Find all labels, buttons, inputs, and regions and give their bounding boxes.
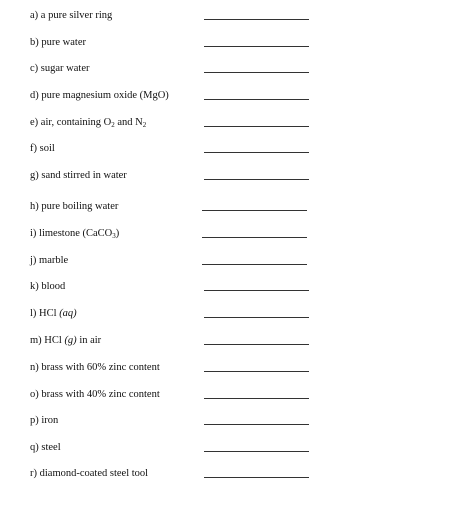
text: marble (39, 255, 69, 266)
text: steel (41, 442, 61, 453)
answer-blank-n[interactable] (204, 371, 309, 372)
text-part: and N (114, 117, 143, 128)
letter: j) (30, 255, 37, 266)
question-i (30, 227, 320, 243)
text: pure magnesium oxide (MgO) (41, 90, 169, 101)
answer-blank-e[interactable] (204, 126, 309, 127)
question-o (30, 388, 320, 404)
letter: o) (30, 389, 39, 400)
question-f (30, 142, 320, 158)
text: soil (39, 143, 55, 154)
text-part: HCl (39, 308, 60, 319)
letter: a) (30, 10, 39, 21)
answer-blank-o[interactable] (204, 398, 309, 399)
text: sand stirred in water (41, 170, 127, 181)
answer-blank-c[interactable] (204, 72, 309, 73)
question-e (30, 116, 320, 132)
answer-blank-k[interactable] (204, 290, 309, 291)
subscript: 2 (142, 121, 147, 129)
answer-blank-j[interactable] (202, 264, 307, 265)
question-c (30, 62, 320, 78)
subscript: 2 (111, 121, 115, 129)
text: pure water (41, 37, 86, 48)
answer-blank-m[interactable] (204, 344, 309, 345)
question-j (30, 254, 320, 270)
answer-blank-g[interactable] (204, 179, 309, 180)
question-n-label (30, 361, 160, 375)
letter: q) (30, 442, 39, 453)
question-o-label (30, 388, 160, 402)
question-m-label (30, 334, 101, 348)
answer-blank-i[interactable] (202, 237, 307, 238)
question-f-label (30, 142, 55, 156)
answer-blank-b[interactable] (204, 46, 309, 47)
question-l (30, 307, 320, 323)
answer-blank-p[interactable] (204, 424, 309, 425)
question-r (30, 467, 320, 483)
letter: f) (30, 143, 37, 154)
text: blood (41, 281, 66, 292)
question-d (30, 89, 320, 105)
question-r-label (30, 467, 148, 481)
letter: p) (30, 415, 39, 426)
question-k-label (30, 280, 65, 294)
letter: h) (30, 201, 39, 212)
answer-blank-q[interactable] (204, 451, 309, 452)
question-p-label (30, 414, 58, 428)
letter: e) (30, 117, 39, 128)
text: diamond-coated steel tool (39, 468, 149, 479)
question-q-label (30, 441, 61, 455)
question-g (30, 169, 320, 185)
letter: i) (30, 228, 37, 239)
text: a pure silver ring (40, 10, 113, 21)
answer-blank-h[interactable] (202, 210, 307, 211)
text-part: in air (76, 335, 102, 346)
question-d-label (30, 89, 169, 103)
question-i-label (30, 227, 119, 241)
text: brass with 60% zinc content (41, 362, 160, 373)
text: sugar water (40, 63, 90, 74)
question-c-label (30, 62, 89, 76)
text-part: HCl (44, 335, 65, 346)
answer-blank-f[interactable] (204, 152, 309, 153)
letter: m) (30, 335, 42, 346)
answer-blank-l[interactable] (204, 317, 309, 318)
question-a (30, 9, 320, 25)
question-k (30, 280, 320, 296)
answer-blank-r[interactable] (204, 477, 309, 478)
question-e-label (30, 116, 146, 130)
question-h (30, 200, 320, 216)
question-m (30, 334, 320, 350)
question-g-label (30, 169, 127, 183)
letter: n) (30, 362, 39, 373)
text: pure boiling water (41, 201, 119, 212)
answer-blank-d[interactable] (204, 99, 309, 100)
letter: l) (30, 308, 37, 319)
question-n (30, 361, 320, 377)
question-j-label (30, 254, 68, 268)
question-l-label (30, 307, 77, 321)
question-b-label (30, 36, 86, 50)
state-label: (aq) (59, 308, 77, 319)
text-part: air, containing O (40, 117, 112, 128)
text: brass with 40% zinc content (41, 389, 160, 400)
letter: b) (30, 37, 39, 48)
letter: k) (30, 281, 39, 292)
letter: d) (30, 90, 39, 101)
answer-blank-a[interactable] (204, 19, 309, 20)
letter: r) (30, 468, 37, 479)
letter: g) (30, 170, 39, 181)
question-a-label (30, 9, 112, 23)
letter: c) (30, 63, 39, 74)
question-b (30, 36, 320, 52)
question-q (30, 441, 320, 457)
subscript: 3 (112, 232, 116, 240)
question-p (30, 414, 320, 430)
text-part: limestone (CaCO (39, 228, 113, 239)
state-label: (g) (64, 335, 77, 346)
question-h-label (30, 200, 118, 214)
text: iron (41, 415, 59, 426)
text-part: ) (115, 228, 120, 239)
